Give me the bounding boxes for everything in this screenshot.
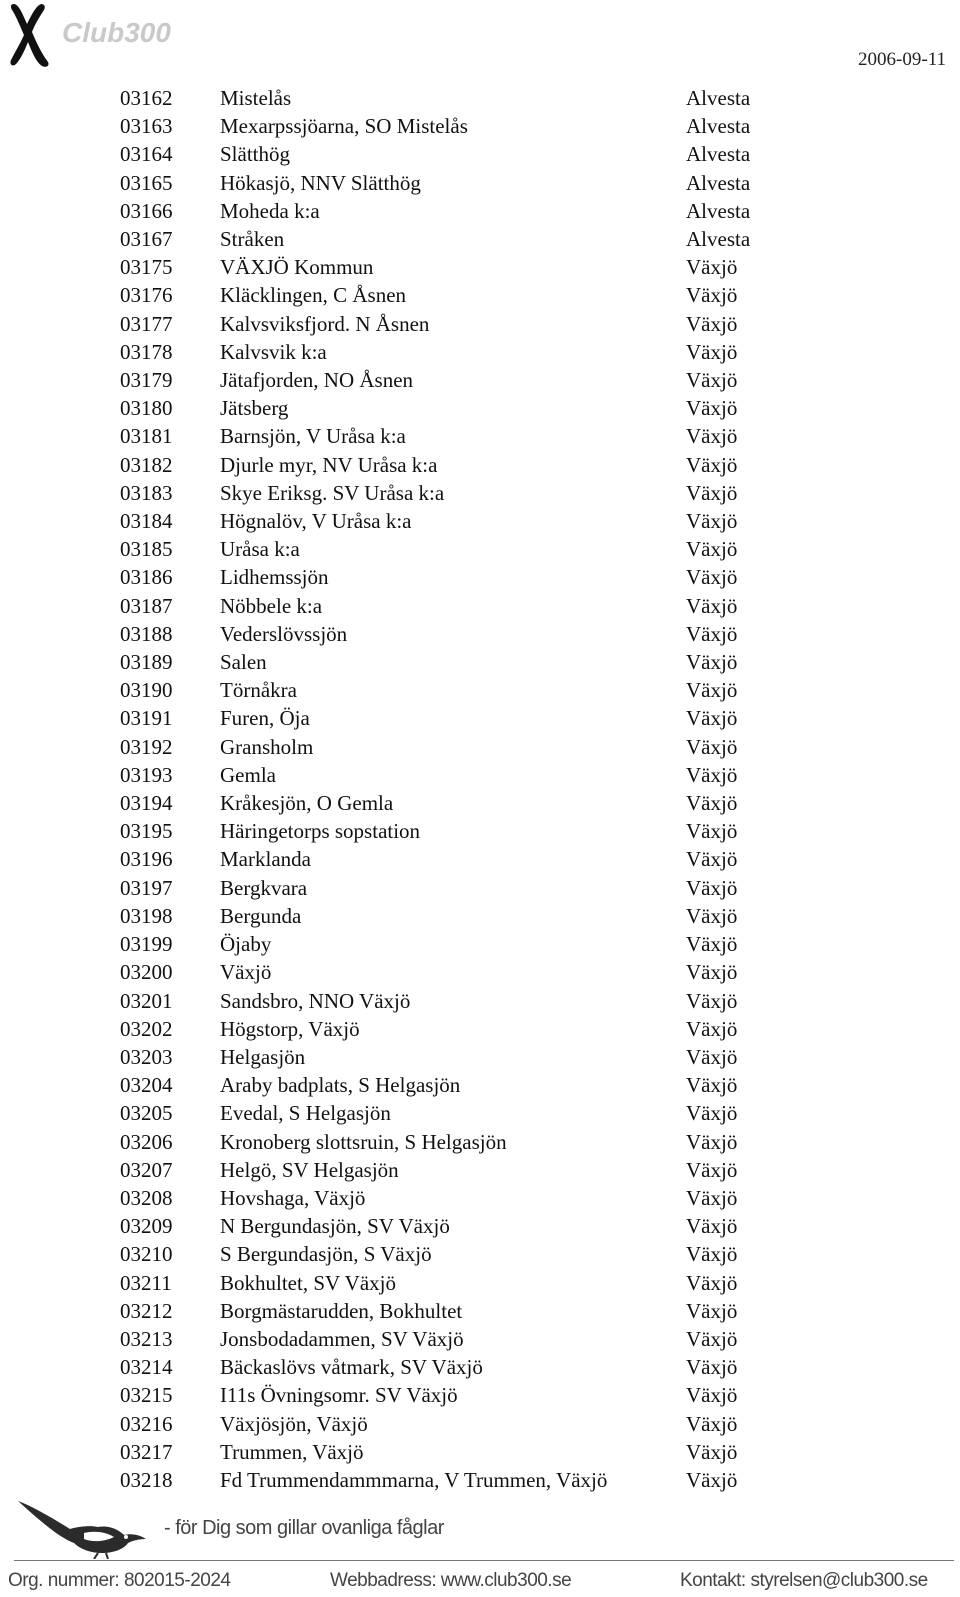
site-municipality: Växjö bbox=[686, 932, 738, 957]
site-row bbox=[120, 451, 786, 479]
site-code: 03193 bbox=[120, 762, 173, 787]
site-municipality: Växjö bbox=[686, 791, 738, 816]
site-code: 03204 bbox=[120, 1073, 173, 1098]
site-code: 03203 bbox=[120, 1044, 173, 1069]
site-municipality: Växjö bbox=[686, 255, 738, 280]
site-code: 03184 bbox=[120, 509, 173, 534]
site-municipality: Växjö bbox=[686, 565, 738, 590]
site-municipality: Växjö bbox=[686, 424, 738, 449]
site-name: Helgö, SV Helgasjön bbox=[220, 1157, 399, 1182]
site-code: 03189 bbox=[120, 650, 173, 675]
site-name: Moheda k:a bbox=[220, 198, 320, 223]
site-name: Kalvsviksfjord. N Åsnen bbox=[220, 311, 430, 336]
site-code: 03167 bbox=[120, 227, 173, 252]
site-municipality: Växjö bbox=[686, 650, 738, 675]
site-code: 03209 bbox=[120, 1214, 173, 1239]
site-row bbox=[120, 845, 786, 873]
site-name: Helgasjön bbox=[220, 1044, 306, 1069]
site-code: 03199 bbox=[120, 932, 173, 957]
site-name: Bokhultet, SV Växjö bbox=[220, 1270, 396, 1295]
page-header bbox=[0, 0, 960, 80]
site-code: 03166 bbox=[120, 198, 173, 223]
site-name: Högstorp, Växjö bbox=[220, 1016, 360, 1041]
site-code: 03198 bbox=[120, 903, 173, 928]
site-row bbox=[120, 197, 786, 225]
site-municipality: Växjö bbox=[686, 903, 738, 928]
site-name: Mistelås bbox=[220, 86, 292, 110]
site-code: 03190 bbox=[120, 678, 173, 703]
site-code: 03212 bbox=[120, 1298, 173, 1323]
site-name: Gransholm bbox=[220, 734, 314, 759]
site-code: 03162 bbox=[120, 86, 173, 110]
site-name: Fd Trummendammmarna, V Trummen, Växjö bbox=[220, 1467, 608, 1492]
site-code: 03200 bbox=[120, 960, 173, 985]
site-row bbox=[120, 987, 786, 1015]
site-row bbox=[120, 338, 786, 366]
site-code: 03208 bbox=[120, 1185, 173, 1210]
site-code: 03218 bbox=[120, 1467, 173, 1492]
site-row bbox=[120, 1466, 786, 1494]
site-name: Barnsjön, V Uråsa k:a bbox=[220, 424, 406, 449]
site-name: N Bergundasjön, SV Växjö bbox=[220, 1214, 450, 1239]
site-name: Jonsbodadammen, SV Växjö bbox=[220, 1326, 464, 1351]
footer-divider bbox=[14, 1560, 954, 1561]
site-municipality: Växjö bbox=[686, 480, 738, 505]
site-row bbox=[120, 1099, 786, 1127]
site-municipality: Växjö bbox=[686, 537, 738, 562]
site-municipality: Växjö bbox=[686, 509, 738, 534]
site-code: 03182 bbox=[120, 452, 173, 477]
site-municipality: Växjö bbox=[686, 1242, 738, 1267]
site-code: 03192 bbox=[120, 734, 173, 759]
site-row bbox=[120, 535, 786, 563]
site-code: 03164 bbox=[120, 142, 173, 167]
site-code: 03183 bbox=[120, 480, 173, 505]
site-name: Uråsa k:a bbox=[220, 537, 300, 562]
site-municipality: Växjö bbox=[686, 1101, 738, 1126]
site-row bbox=[120, 1353, 786, 1381]
site-row bbox=[120, 1128, 786, 1156]
club300-logo-text: Club300 bbox=[62, 17, 171, 48]
site-name: Mexarpssjöarna, SO Mistelås bbox=[220, 114, 468, 139]
site-municipality: Växjö bbox=[686, 1411, 738, 1436]
site-code: 03214 bbox=[120, 1355, 173, 1380]
site-name: I11s Övningsomr. SV Växjö bbox=[220, 1383, 458, 1408]
site-name: Marklanda bbox=[220, 847, 311, 872]
site-row bbox=[120, 84, 786, 112]
site-name: Salen bbox=[220, 650, 267, 675]
site-municipality: Växjö bbox=[686, 1129, 738, 1154]
site-row bbox=[120, 112, 786, 140]
site-name: Furen, Öja bbox=[220, 706, 310, 731]
site-municipality: Växjö bbox=[686, 396, 738, 421]
site-row bbox=[120, 1212, 786, 1240]
site-row bbox=[120, 648, 786, 676]
site-municipality: Alvesta bbox=[686, 198, 751, 223]
site-name: Slätthög bbox=[220, 142, 291, 167]
site-code: 03180 bbox=[120, 396, 173, 421]
site-row bbox=[120, 1297, 786, 1325]
site-row bbox=[120, 1269, 786, 1297]
site-municipality: Alvesta bbox=[686, 227, 751, 252]
site-name: Högnalöv, V Uråsa k:a bbox=[220, 509, 412, 534]
site-name: Evedal, S Helgasjön bbox=[220, 1101, 391, 1126]
site-code: 03177 bbox=[120, 311, 173, 336]
site-code: 03185 bbox=[120, 537, 173, 562]
site-municipality: Växjö bbox=[686, 593, 738, 618]
site-municipality: Växjö bbox=[686, 1073, 738, 1098]
site-code: 03196 bbox=[120, 847, 173, 872]
site-municipality: Växjö bbox=[686, 452, 738, 477]
site-code: 03178 bbox=[120, 339, 173, 364]
site-name: Jätafjorden, NO Åsnen bbox=[220, 368, 414, 393]
site-name: S Bergundasjön, S Växjö bbox=[220, 1242, 432, 1267]
site-row bbox=[120, 310, 786, 338]
site-name: Kronoberg slottsruin, S Helgasjön bbox=[220, 1129, 507, 1154]
site-list-body bbox=[120, 84, 786, 1494]
footer-slogan-row bbox=[14, 1497, 954, 1559]
site-municipality: Växjö bbox=[686, 819, 738, 844]
site-code: 03194 bbox=[120, 791, 173, 816]
site-code: 03216 bbox=[120, 1411, 173, 1436]
site-row bbox=[120, 704, 786, 732]
site-name: Borgmästarudden, Bokhultet bbox=[220, 1298, 463, 1323]
site-name: Stråken bbox=[220, 227, 285, 252]
footer-contact-email[interactable]: Kontakt: styrelsen@club300.se bbox=[680, 1570, 928, 1591]
footer-contact-row bbox=[0, 1570, 960, 1596]
site-row bbox=[120, 1071, 786, 1099]
site-row bbox=[120, 620, 786, 648]
document-date: 2006-09-11 bbox=[858, 49, 946, 70]
site-code: 03211 bbox=[120, 1270, 172, 1295]
site-municipality: Växjö bbox=[686, 311, 738, 336]
site-code: 03210 bbox=[120, 1242, 173, 1267]
site-municipality: Växjö bbox=[686, 1355, 738, 1380]
site-code: 03195 bbox=[120, 819, 173, 844]
site-municipality: Alvesta bbox=[686, 86, 751, 110]
site-row bbox=[120, 563, 786, 591]
site-code: 03163 bbox=[120, 114, 173, 139]
site-row bbox=[120, 676, 786, 704]
site-name: Jätsberg bbox=[220, 396, 289, 421]
site-municipality: Växjö bbox=[686, 283, 738, 308]
site-municipality: Växjö bbox=[686, 1270, 738, 1295]
site-code: 03213 bbox=[120, 1326, 173, 1351]
site-municipality: Växjö bbox=[686, 734, 738, 759]
site-name: Öjaby bbox=[220, 932, 272, 957]
site-code: 03201 bbox=[120, 988, 173, 1013]
site-name: Törnåkra bbox=[220, 678, 297, 703]
site-municipality: Alvesta bbox=[686, 170, 751, 195]
site-row bbox=[120, 394, 786, 422]
site-municipality: Växjö bbox=[686, 1185, 738, 1210]
site-code: 03191 bbox=[120, 706, 173, 731]
site-name: Bergunda bbox=[220, 903, 302, 928]
site-name: Lidhemssjön bbox=[220, 565, 329, 590]
site-row bbox=[120, 761, 786, 789]
site-code: 03186 bbox=[120, 565, 173, 590]
site-row bbox=[120, 1184, 786, 1212]
site-row bbox=[120, 479, 786, 507]
site-code: 03217 bbox=[120, 1439, 173, 1464]
site-code: 03197 bbox=[120, 875, 173, 900]
site-row bbox=[120, 902, 786, 930]
site-row bbox=[120, 422, 786, 450]
site-municipality: Växjö bbox=[686, 1016, 738, 1041]
site-name: Trummen, Växjö bbox=[220, 1439, 364, 1464]
site-row bbox=[120, 1043, 786, 1071]
site-code: 03215 bbox=[120, 1383, 173, 1408]
site-name: Gemla bbox=[220, 762, 276, 787]
site-municipality: Växjö bbox=[686, 1214, 738, 1239]
site-row bbox=[120, 366, 786, 394]
site-name: Vederslövssjön bbox=[220, 621, 348, 646]
site-municipality: Växjö bbox=[686, 960, 738, 985]
site-code: 03188 bbox=[120, 621, 173, 646]
site-row bbox=[120, 1381, 786, 1409]
site-municipality: Växjö bbox=[686, 706, 738, 731]
site-name: Häringetorps sopstation bbox=[220, 819, 421, 844]
site-name: Bäckaslövs våtmark, SV Växjö bbox=[220, 1355, 483, 1380]
site-name: Växjösjön, Växjö bbox=[220, 1411, 368, 1436]
site-name: Hökasjö, NNV Slätthög bbox=[220, 170, 421, 195]
footer-org-number: Org. nummer: 802015-2024 bbox=[8, 1570, 231, 1591]
site-code: 03176 bbox=[120, 283, 173, 308]
site-list-table bbox=[120, 84, 786, 1494]
site-row bbox=[120, 874, 786, 902]
site-code: 03179 bbox=[120, 368, 173, 393]
site-municipality: Växjö bbox=[686, 847, 738, 872]
site-municipality: Växjö bbox=[686, 621, 738, 646]
site-municipality: Växjö bbox=[686, 1326, 738, 1351]
site-municipality: Växjö bbox=[686, 762, 738, 787]
site-name: Kalvsvik k:a bbox=[220, 339, 327, 364]
site-row bbox=[120, 733, 786, 761]
site-code: 03181 bbox=[120, 424, 173, 449]
site-row bbox=[120, 1438, 786, 1466]
site-code: 03202 bbox=[120, 1016, 173, 1041]
site-row bbox=[120, 140, 786, 168]
site-municipality: Växjö bbox=[686, 368, 738, 393]
site-name: Sandsbro, NNO Växjö bbox=[220, 988, 411, 1013]
site-row bbox=[120, 789, 786, 817]
site-name: Hovshaga, Växjö bbox=[220, 1185, 366, 1210]
site-code: 03207 bbox=[120, 1157, 173, 1182]
site-municipality: Växjö bbox=[686, 1157, 738, 1182]
site-name: Araby badplats, S Helgasjön bbox=[220, 1073, 461, 1098]
site-name: Bergkvara bbox=[220, 875, 308, 900]
site-row bbox=[120, 281, 786, 309]
site-row bbox=[120, 1410, 786, 1438]
site-row bbox=[120, 1240, 786, 1268]
site-code: 03206 bbox=[120, 1129, 173, 1154]
site-code: 03205 bbox=[120, 1101, 173, 1126]
site-code: 03175 bbox=[120, 255, 173, 280]
site-name: Djurle myr, NV Uråsa k:a bbox=[220, 452, 438, 477]
site-name: Skye Eriksg. SV Uråsa k:a bbox=[220, 480, 445, 505]
site-name: VÄXJÖ Kommun bbox=[220, 255, 374, 280]
site-municipality: Växjö bbox=[686, 1044, 738, 1069]
club300-x-logo-icon bbox=[8, 2, 52, 68]
footer-website-link[interactable]: Webbadress: www.club300.se bbox=[330, 1570, 572, 1591]
site-name: Nöbbele k:a bbox=[220, 593, 323, 618]
site-row bbox=[120, 1156, 786, 1184]
site-row bbox=[120, 1015, 786, 1043]
site-row bbox=[120, 1325, 786, 1353]
site-name: Kläcklingen, C Åsnen bbox=[220, 283, 407, 308]
site-municipality: Växjö bbox=[686, 1439, 738, 1464]
site-code: 03165 bbox=[120, 170, 173, 195]
site-municipality: Växjö bbox=[686, 875, 738, 900]
site-row bbox=[120, 507, 786, 535]
bird-icon bbox=[14, 1497, 152, 1559]
site-name: Kråkesjön, O Gemla bbox=[220, 791, 394, 816]
site-municipality: Växjö bbox=[686, 339, 738, 364]
site-municipality: Växjö bbox=[686, 988, 738, 1013]
site-row bbox=[120, 817, 786, 845]
site-row bbox=[120, 253, 786, 281]
site-municipality: Alvesta bbox=[686, 114, 751, 139]
footer-slogan: - för Dig som gillar ovanliga fåglar bbox=[164, 1517, 444, 1539]
site-row bbox=[120, 958, 786, 986]
site-municipality: Växjö bbox=[686, 1467, 738, 1492]
site-row bbox=[120, 930, 786, 958]
site-municipality: Växjö bbox=[686, 678, 738, 703]
site-row bbox=[120, 592, 786, 620]
site-municipality: Växjö bbox=[686, 1383, 738, 1408]
site-municipality: Växjö bbox=[686, 1298, 738, 1323]
site-row bbox=[120, 169, 786, 197]
site-municipality: Alvesta bbox=[686, 142, 751, 167]
site-name: Växjö bbox=[220, 960, 272, 985]
site-code: 03187 bbox=[120, 593, 173, 618]
site-row bbox=[120, 225, 786, 253]
